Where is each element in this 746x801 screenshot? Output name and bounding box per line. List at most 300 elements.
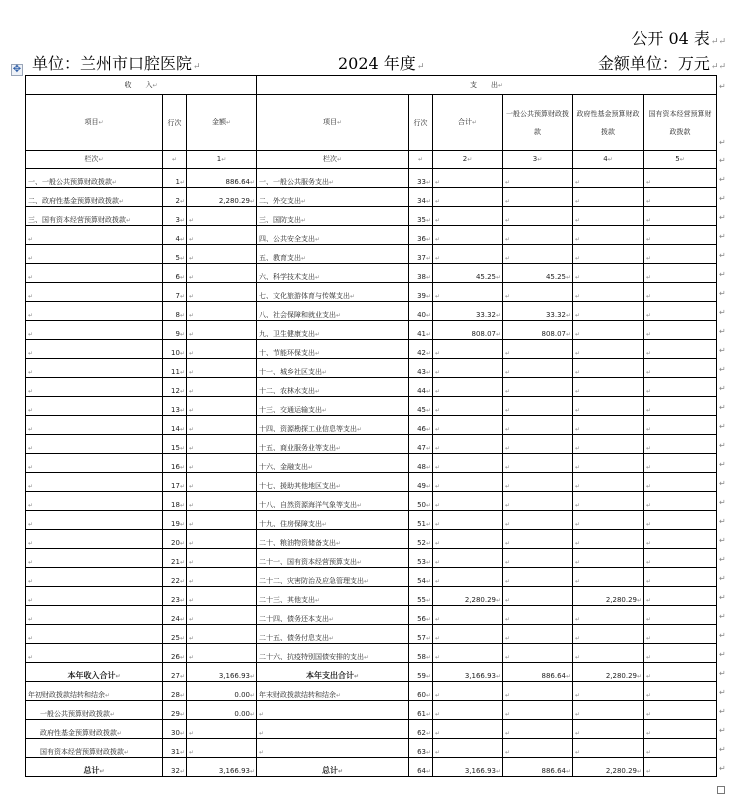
cell-fund-budget: ↵ xyxy=(573,169,644,188)
cell-right-item: 一、一般公共服务支出↵ xyxy=(257,169,409,188)
cell-capital-budget: ↵ xyxy=(644,340,717,359)
cell-total: ↵ xyxy=(433,169,503,188)
cell-left-line-no: 6↵ xyxy=(163,264,187,283)
cell-left-item: 总计↵ xyxy=(26,758,163,777)
row-end-mark: ↵ xyxy=(719,384,726,393)
cell-left-amount: ↵ xyxy=(187,245,257,264)
table-row xyxy=(26,321,717,340)
cell-left-line-no: 32↵ xyxy=(163,758,187,777)
cell-right-line-no: 52↵ xyxy=(409,530,433,549)
cell-general-budget: ↵ xyxy=(503,435,573,454)
cell-right-line-no: 45↵ xyxy=(409,397,433,416)
cell-left-line-no: 9↵ xyxy=(163,321,187,340)
cell-total: ↵ xyxy=(433,188,503,207)
table-row xyxy=(26,473,717,492)
row-end-mark: ↵ xyxy=(719,745,726,754)
cell-capital-budget: ↵ xyxy=(644,397,717,416)
cell-right-line-no: 49↵ xyxy=(409,473,433,492)
row-end-mark: ↵ xyxy=(719,441,726,450)
cell-left-item: ↵ xyxy=(26,511,163,530)
cell-general-budget: ↵ xyxy=(503,169,573,188)
cell-right-line-no: 40↵ xyxy=(409,302,433,321)
col-header-item: 项目↵ xyxy=(26,95,163,151)
cell-total: ↵ xyxy=(433,416,503,435)
cell-left-amount: ↵ xyxy=(187,283,257,302)
cell-fund-budget: ↵ xyxy=(573,606,644,625)
cell-capital-budget: ↵ xyxy=(644,378,717,397)
cell-capital-budget: ↵ xyxy=(644,568,717,587)
cell-fund-budget: ↵ xyxy=(573,644,644,663)
row-end-mark: ↵ xyxy=(719,232,726,241)
cell-left-amount: ↵ xyxy=(187,435,257,454)
cell-left-line-no: 21↵ xyxy=(163,549,187,568)
row-end-mark: ↵ xyxy=(719,517,726,526)
cell-fund-budget: ↵ xyxy=(573,207,644,226)
cell-total: 3,166.93↵ xyxy=(433,758,503,777)
cell-right-line-no: 53↵ xyxy=(409,549,433,568)
cell-general-budget: ↵ xyxy=(503,739,573,758)
cell-left-line-no: 8↵ xyxy=(163,302,187,321)
cell-fund-budget: ↵ xyxy=(573,359,644,378)
table-row xyxy=(26,568,717,587)
cell-left-amount: ↵ xyxy=(187,530,257,549)
cell-general-budget: ↵ xyxy=(503,226,573,245)
table-row xyxy=(26,302,717,321)
cell-fund-budget: ↵ xyxy=(573,454,644,473)
cell-capital-budget: ↵ xyxy=(644,435,717,454)
row-end-mark: ↵ xyxy=(719,251,726,260)
cell-left-item: ↵ xyxy=(26,568,163,587)
row-end-mark: ↵ xyxy=(719,156,726,165)
cell-right-line-no: 37↵ xyxy=(409,245,433,264)
cell-capital-budget: ↵ xyxy=(644,644,717,663)
cell-left-line-no: 12↵ xyxy=(163,378,187,397)
cell-capital-budget: ↵ xyxy=(644,701,717,720)
cell-left-amount: 2,280.29↵ xyxy=(187,188,257,207)
cell-right-line-no: 58↵ xyxy=(409,644,433,663)
cell-left-line-no: 10↵ xyxy=(163,340,187,359)
cell-fund-budget: ↵ xyxy=(573,416,644,435)
cell-left-amount: ↵ xyxy=(187,397,257,416)
col-header-fund-budget: 政府性基金预算财政拨款 xyxy=(573,95,644,151)
table-row xyxy=(26,701,717,720)
budget-table xyxy=(25,75,717,777)
cell-right-item: ↵ xyxy=(257,739,409,758)
cell-left-line-no: 1↵ xyxy=(163,169,187,188)
cell-right-item: 二十四、债务还本支出↵ xyxy=(257,606,409,625)
cell-total: ↵ xyxy=(433,701,503,720)
cell-left-line-no: 31↵ xyxy=(163,739,187,758)
cell-left-amount: ↵ xyxy=(187,302,257,321)
cell-general-budget: 808.07↵ xyxy=(503,321,573,340)
table-row xyxy=(26,758,717,777)
cell-right-item: ↵ xyxy=(257,701,409,720)
cell-total: ↵ xyxy=(433,492,503,511)
cell-left-line-no: 4↵ xyxy=(163,226,187,245)
cell-left-amount: ↵ xyxy=(187,207,257,226)
cell-left-item: ↵ xyxy=(26,625,163,644)
cell-left-line-no: 5↵ xyxy=(163,245,187,264)
cell-right-line-no: 43↵ xyxy=(409,359,433,378)
cell-right-line-no: 60↵ xyxy=(409,682,433,701)
cell-general-budget: ↵ xyxy=(503,207,573,226)
row-end-mark: ↵ xyxy=(719,346,726,355)
cell-left-line-no: 30↵ xyxy=(163,720,187,739)
cell-right-item: 二十三、其他支出↵ xyxy=(257,587,409,606)
cell-total: 45.25↵ xyxy=(433,264,503,283)
cell-right-item: 二十五、债务付息支出↵ xyxy=(257,625,409,644)
cell-fund-budget: ↵ xyxy=(573,473,644,492)
lanci-col-5: 5↵ xyxy=(644,151,717,169)
cell-left-amount: ↵ xyxy=(187,511,257,530)
table-row xyxy=(26,245,717,264)
cell-general-budget: ↵ xyxy=(503,682,573,701)
cell-total: ↵ xyxy=(433,644,503,663)
cell-right-item: 八、社会保障和就业支出↵ xyxy=(257,302,409,321)
cell-right-item: 总计↵ xyxy=(257,758,409,777)
cell-general-budget: ↵ xyxy=(503,378,573,397)
lanci-col-3: 3↵ xyxy=(503,151,573,169)
row-end-mark: ↵ xyxy=(719,82,726,91)
cell-fund-budget: ↵ xyxy=(573,226,644,245)
cell-capital-budget: ↵ xyxy=(644,587,717,606)
cell-total: ↵ xyxy=(433,340,503,359)
cell-left-line-no: 19↵ xyxy=(163,511,187,530)
cell-fund-budget: ↵ xyxy=(573,435,644,454)
cell-right-line-no: 59↵ xyxy=(409,663,433,682)
cell-right-line-no: 56↵ xyxy=(409,606,433,625)
cell-right-line-no: 62↵ xyxy=(409,720,433,739)
cell-fund-budget: ↵ xyxy=(573,701,644,720)
cell-right-line-no: 38↵ xyxy=(409,264,433,283)
lanci-left-label: 栏次↵ xyxy=(26,151,163,169)
cell-left-amount: ↵ xyxy=(187,739,257,758)
cell-left-line-no: 22↵ xyxy=(163,568,187,587)
table-row xyxy=(26,378,717,397)
table-row xyxy=(26,682,717,701)
cell-right-line-no: 36↵ xyxy=(409,226,433,245)
cell-fund-budget: ↵ xyxy=(573,397,644,416)
cell-left-item: ↵ xyxy=(26,587,163,606)
cell-right-item: 十一、城乡社区支出↵ xyxy=(257,359,409,378)
cell-left-item: ↵ xyxy=(26,492,163,511)
cell-total: ↵ xyxy=(433,283,503,302)
cell-general-budget: ↵ xyxy=(503,701,573,720)
cell-left-item: ↵ xyxy=(26,454,163,473)
table-row xyxy=(26,264,717,283)
cell-left-amount: ↵ xyxy=(187,606,257,625)
cell-right-item: 十三、交通运输支出↵ xyxy=(257,397,409,416)
cell-general-budget: ↵ xyxy=(503,492,573,511)
cell-left-amount: ↵ xyxy=(187,625,257,644)
cell-left-item: ↵ xyxy=(26,264,163,283)
cell-right-item: 十七、援助其他地区支出↵ xyxy=(257,473,409,492)
cell-left-line-no: 27↵ xyxy=(163,663,187,682)
income-section-title: 收 入↵ xyxy=(26,76,257,95)
cell-right-line-no: 47↵ xyxy=(409,435,433,454)
cell-fund-budget: ↵ xyxy=(573,530,644,549)
cell-right-line-no: 39↵ xyxy=(409,283,433,302)
cell-total: 3,166.93↵ xyxy=(433,663,503,682)
lanci-left-line: ↵ xyxy=(163,151,187,169)
cell-left-item: 年初财政拨款结转和结余↵ xyxy=(26,682,163,701)
cell-capital-budget: ↵ xyxy=(644,302,717,321)
cell-capital-budget: ↵ xyxy=(644,359,717,378)
row-end-mark: ↵ xyxy=(719,498,726,507)
table-row xyxy=(26,454,717,473)
cell-left-amount: ↵ xyxy=(187,416,257,435)
row-end-mark: ↵ xyxy=(719,764,726,773)
cell-general-budget: ↵ xyxy=(503,587,573,606)
cell-right-item: 年末财政拨款结转和结余↵ xyxy=(257,682,409,701)
cell-general-budget: ↵ xyxy=(503,644,573,663)
cell-total: ↵ xyxy=(433,530,503,549)
lanci-right-label: 栏次↵ xyxy=(257,151,409,169)
table-row xyxy=(26,625,717,644)
cell-left-line-no: 16↵ xyxy=(163,454,187,473)
row-end-mark: ↵ xyxy=(719,593,726,602)
cell-total: ↵ xyxy=(433,359,503,378)
cell-fund-budget: ↵ xyxy=(573,720,644,739)
table-row xyxy=(26,549,717,568)
cell-right-item: 十八、自然资源海洋气象等支出↵ xyxy=(257,492,409,511)
cell-total: ↵ xyxy=(433,245,503,264)
cell-capital-budget: ↵ xyxy=(644,264,717,283)
cell-right-line-no: 54↵ xyxy=(409,568,433,587)
cell-left-item: 政府性基金预算财政拨款↵ xyxy=(26,720,163,739)
cell-general-budget: ↵ xyxy=(503,454,573,473)
cell-general-budget: ↵ xyxy=(503,606,573,625)
col-header-line-no: 行次 xyxy=(163,95,187,151)
cell-left-amount: ↵ xyxy=(187,226,257,245)
cell-left-line-no: 25↵ xyxy=(163,625,187,644)
cell-total: 808.07↵ xyxy=(433,321,503,340)
cell-left-amount: ↵ xyxy=(187,264,257,283)
cell-general-budget: ↵ xyxy=(503,359,573,378)
cell-left-item: ↵ xyxy=(26,644,163,663)
row-end-mark: ↵ xyxy=(719,289,726,298)
cell-left-item: ↵ xyxy=(26,606,163,625)
cell-total: ↵ xyxy=(433,454,503,473)
cell-left-amount: 3,166.93↵ xyxy=(187,663,257,682)
cell-general-budget: ↵ xyxy=(503,530,573,549)
cell-right-line-no: 51↵ xyxy=(409,511,433,530)
cell-left-amount: ↵ xyxy=(187,340,257,359)
cell-left-line-no: 24↵ xyxy=(163,606,187,625)
table-move-handle-icon[interactable]: ✥ xyxy=(12,64,22,75)
cell-left-line-no: 11↵ xyxy=(163,359,187,378)
row-end-mark: ↵ xyxy=(719,270,726,279)
cell-left-item: ↵ xyxy=(26,321,163,340)
cell-fund-budget: ↵ xyxy=(573,340,644,359)
cell-right-item: 七、文化旅游体育与传媒支出↵ xyxy=(257,283,409,302)
cell-left-item: ↵ xyxy=(26,530,163,549)
cell-general-budget: ↵ xyxy=(503,245,573,264)
cell-fund-budget: ↵ xyxy=(573,245,644,264)
cell-right-line-no: 35↵ xyxy=(409,207,433,226)
row-end-mark: ↵ xyxy=(719,650,726,659)
cell-right-item: 十九、住房保障支出↵ xyxy=(257,511,409,530)
fiscal-year: 2024 年度↵ xyxy=(338,54,425,73)
table-row xyxy=(26,587,717,606)
cell-right-item: 十二、农林水支出↵ xyxy=(257,378,409,397)
cell-general-budget: ↵ xyxy=(503,473,573,492)
cell-general-budget: ↵ xyxy=(503,625,573,644)
cell-left-amount: 0.00↵ xyxy=(187,701,257,720)
table-row xyxy=(26,530,717,549)
cell-right-item: 九、卫生健康支出↵ xyxy=(257,321,409,340)
cell-right-line-no: 46↵ xyxy=(409,416,433,435)
cell-left-item: 国有资本经营预算财政拨款↵ xyxy=(26,739,163,758)
cell-left-item: 二、政府性基金预算财政拨款↵ xyxy=(26,188,163,207)
cell-right-item: 六、科学技术支出↵ xyxy=(257,264,409,283)
cell-left-amount: ↵ xyxy=(187,587,257,606)
cell-right-line-no: 44↵ xyxy=(409,378,433,397)
row-end-mark: ↵ xyxy=(719,194,726,203)
table-row xyxy=(26,511,717,530)
cell-left-item: ↵ xyxy=(26,473,163,492)
cell-left-amount: 3,166.93↵ xyxy=(187,758,257,777)
expense-section-title: 支 出↵ xyxy=(257,76,717,95)
cell-right-line-no: 42↵ xyxy=(409,340,433,359)
cell-left-item: ↵ xyxy=(26,397,163,416)
cell-total: ↵ xyxy=(433,606,503,625)
cell-right-line-no: 34↵ xyxy=(409,188,433,207)
cell-capital-budget: ↵ xyxy=(644,226,717,245)
row-end-mark: ↵ xyxy=(719,574,726,583)
col-header-item-right: 项目↵ xyxy=(257,95,409,151)
table-row xyxy=(26,492,717,511)
cell-right-item: 十五、商业服务业等支出↵ xyxy=(257,435,409,454)
cell-left-line-no: 17↵ xyxy=(163,473,187,492)
col-header-general-budget: 一般公共预算财政拨款 xyxy=(503,95,573,151)
cell-general-budget: ↵ xyxy=(503,397,573,416)
cell-general-budget: ↵ xyxy=(503,188,573,207)
cell-capital-budget: ↵ xyxy=(644,682,717,701)
cell-right-line-no: 33↵ xyxy=(409,169,433,188)
cell-fund-budget: ↵ xyxy=(573,549,644,568)
row-end-mark: ↵ xyxy=(719,365,726,374)
cell-left-line-no: 26↵ xyxy=(163,644,187,663)
col-header-total: 合计↵ xyxy=(433,95,503,151)
row-end-mark: ↵ xyxy=(719,327,726,336)
cell-left-line-no: 15↵ xyxy=(163,435,187,454)
col-header-amount: 金额↵ xyxy=(187,95,257,151)
cell-total: ↵ xyxy=(433,207,503,226)
cell-left-item: ↵ xyxy=(26,378,163,397)
cell-capital-budget: ↵ xyxy=(644,321,717,340)
cell-right-item: 十、节能环保支出↵ xyxy=(257,340,409,359)
cell-general-budget: ↵ xyxy=(503,416,573,435)
cell-left-line-no: 3↵ xyxy=(163,207,187,226)
cell-fund-budget: ↵ xyxy=(573,511,644,530)
column-index-row xyxy=(26,151,717,169)
cell-right-item: 二十、粮油物资储备支出↵ xyxy=(257,530,409,549)
table-row xyxy=(26,663,717,682)
cell-right-item: 十六、金融支出↵ xyxy=(257,454,409,473)
col-header-capital-budget: 国有资本经营预算财政拨款 xyxy=(644,95,717,151)
cell-fund-budget: ↵ xyxy=(573,264,644,283)
row-end-mark: ↵ xyxy=(719,631,726,640)
cell-left-item: 三、国有资本经营预算财政拨款↵ xyxy=(26,207,163,226)
cell-right-line-no: 48↵ xyxy=(409,454,433,473)
cell-capital-budget: ↵ xyxy=(644,169,717,188)
cell-left-item: ↵ xyxy=(26,435,163,454)
cell-capital-budget: ↵ xyxy=(644,663,717,682)
table-row xyxy=(26,416,717,435)
table-row xyxy=(26,397,717,416)
cell-right-item: 十四、资源勘探工业信息等支出↵ xyxy=(257,416,409,435)
cell-left-amount: ↵ xyxy=(187,568,257,587)
cell-right-item: 五、教育支出↵ xyxy=(257,245,409,264)
cell-left-item: ↵ xyxy=(26,416,163,435)
cell-general-budget: 886.64↵ xyxy=(503,758,573,777)
cell-general-budget: ↵ xyxy=(503,283,573,302)
cell-right-item: 三、国防支出↵ xyxy=(257,207,409,226)
end-of-cell-marker xyxy=(717,786,725,794)
cell-capital-budget: ↵ xyxy=(644,416,717,435)
cell-total: ↵ xyxy=(433,568,503,587)
row-end-mark: ↵ xyxy=(719,612,726,621)
cell-left-line-no: 14↵ xyxy=(163,416,187,435)
cell-left-item: ↵ xyxy=(26,245,163,264)
table-row xyxy=(26,739,717,758)
cell-total: ↵ xyxy=(433,397,503,416)
cell-left-amount: ↵ xyxy=(187,321,257,340)
cell-capital-budget: ↵ xyxy=(644,473,717,492)
cell-left-item: ↵ xyxy=(26,549,163,568)
col-header-line-no-right: 行次 xyxy=(409,95,433,151)
row-end-mark: ↵ xyxy=(719,726,726,735)
cell-general-budget: ↵ xyxy=(503,340,573,359)
cell-general-budget: ↵ xyxy=(503,720,573,739)
table-row xyxy=(26,720,717,739)
cell-fund-budget: 2,280.29↵ xyxy=(573,663,644,682)
row-end-mark: ↵ xyxy=(719,138,726,147)
cell-fund-budget: ↵ xyxy=(573,188,644,207)
cell-general-budget: 33.32↵ xyxy=(503,302,573,321)
cell-left-line-no: 28↵ xyxy=(163,682,187,701)
cell-left-line-no: 7↵ xyxy=(163,283,187,302)
cell-left-item: ↵ xyxy=(26,283,163,302)
table-row xyxy=(26,359,717,378)
cell-right-item: 四、公共安全支出↵ xyxy=(257,226,409,245)
row-end-mark: ↵ xyxy=(719,669,726,678)
cell-right-line-no: 61↵ xyxy=(409,701,433,720)
cell-right-item: 二十二、灾害防治及应急管理支出↵ xyxy=(257,568,409,587)
cell-left-line-no: 20↵ xyxy=(163,530,187,549)
cell-total: ↵ xyxy=(433,435,503,454)
cell-capital-budget: ↵ xyxy=(644,511,717,530)
unit-name: 单位：兰州市口腔医院↵ xyxy=(32,54,201,73)
row-end-mark: ↵ xyxy=(719,555,726,564)
cell-total: ↵ xyxy=(433,682,503,701)
cell-right-item: 二十六、抗疫特别国债安排的支出↵ xyxy=(257,644,409,663)
cell-capital-budget: ↵ xyxy=(644,739,717,758)
cell-fund-budget: ↵ xyxy=(573,283,644,302)
cell-left-line-no: 23↵ xyxy=(163,587,187,606)
lanci-col-4: 4↵ xyxy=(573,151,644,169)
cell-left-amount: ↵ xyxy=(187,720,257,739)
column-header-row xyxy=(26,95,717,151)
table-row xyxy=(26,226,717,245)
cell-left-amount: ↵ xyxy=(187,378,257,397)
cell-total: ↵ xyxy=(433,511,503,530)
cell-left-amount: ↵ xyxy=(187,454,257,473)
cell-capital-budget: ↵ xyxy=(644,625,717,644)
table-row xyxy=(26,644,717,663)
cell-left-item: 一、一般公共预算财政拨款↵ xyxy=(26,169,163,188)
